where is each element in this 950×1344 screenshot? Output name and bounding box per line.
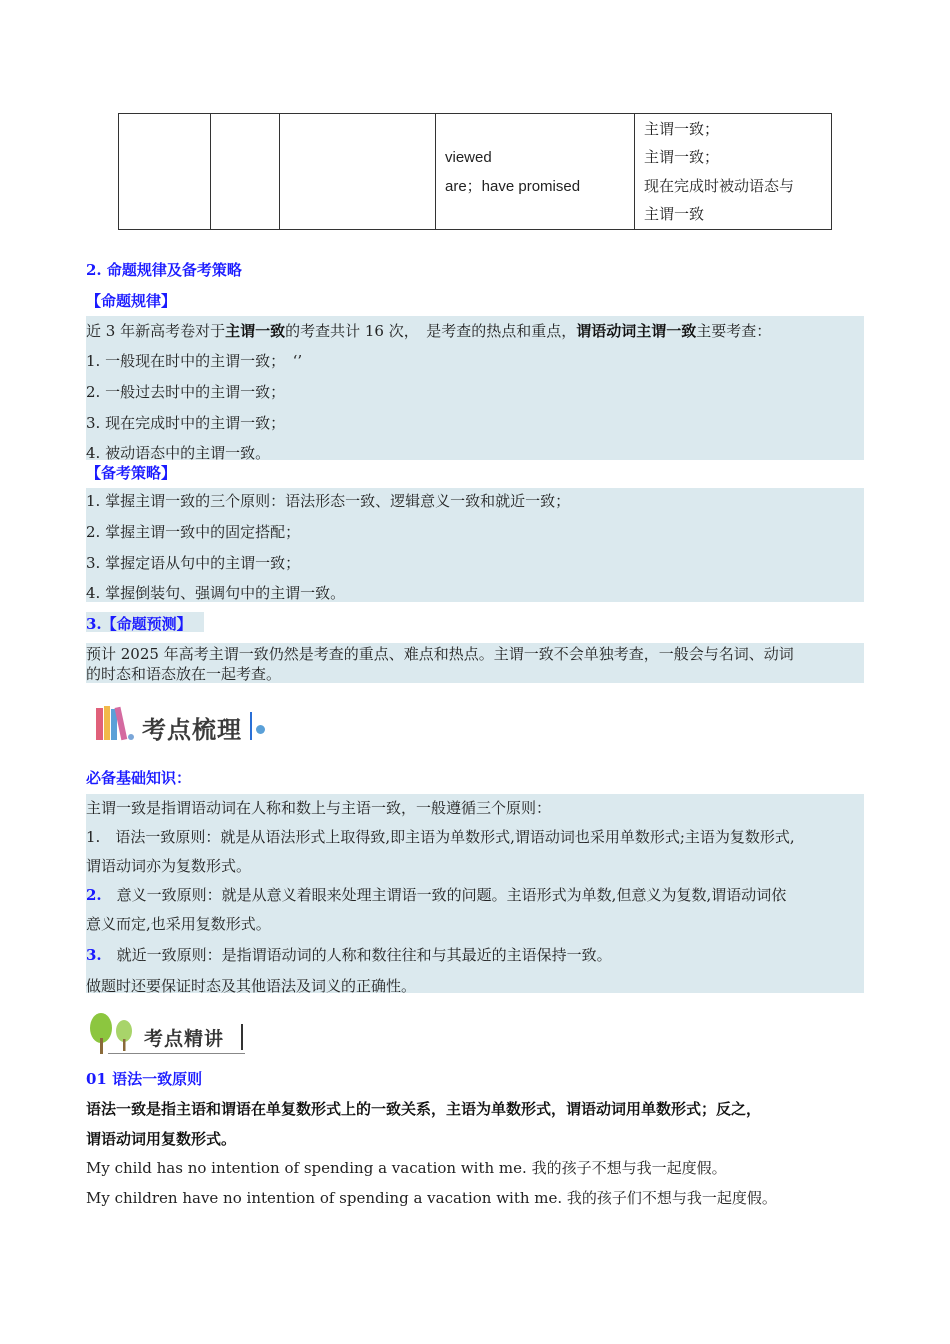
table-cell [119,114,211,230]
rule-item: 4. 被动语态中的主谓一致。 [86,444,271,462]
rule-item: 2. 一般过去时中的主谓一致； [86,383,286,401]
section01-bold: 谓语动词用复数形式。 [86,1130,237,1148]
dot-icon [256,725,265,734]
cursor-bar [241,1024,243,1050]
strategy-item: 1. 掌握主谓一致的三个原则：语法形态一致、逻辑意义一致和就近一致； [86,492,571,510]
basics-intro: 主谓一致是指谓语动词在人称和数上与主语一致，一般遵循三个原则： [86,799,552,817]
prediction-text: 预计 2025 年高考主谓一致仍然是考查的重点、难点和热点。主谓一致不会单独考查，一般会与名词、动词 [86,645,794,663]
intro-text: 主要考查： [696,322,772,340]
underline [108,1053,245,1054]
summary-table [118,113,832,230]
table-note: 现在完成时被动语态与 [644,176,795,195]
principle-2 [86,884,786,905]
rule-intro [86,320,771,341]
principle-number: 1. [86,828,101,846]
table-note: 主谓一致； [644,119,720,138]
intro-text: 近 3 年新高考卷对于 [86,322,226,340]
section-heading: 2. 命题规律及备考策略 [86,261,242,279]
example-sentence: My children have no intention of spending a vacation with me. 我的孩子们不想与我一起度假。 [86,1189,777,1207]
principle-2-cont: 意义而定,也采用复数形式。 [86,915,271,933]
basics-closing: 做题时还要保证时态及其他语法及词义的正确性。 [86,977,417,995]
example-sentence: My child has no intention of spending a vacation with me. 我的孩子不想与我一起度假。 [86,1159,727,1177]
banner-review [94,704,274,744]
books-icon [94,704,134,742]
rule-item: 3. 现在完成时中的主谓一致； [86,414,286,432]
prediction-heading: 3.【命题预测】 [86,615,192,633]
banner-explain [88,1010,248,1056]
table-cell-answers [436,114,635,230]
principle-text: 意义一致原则：就是从意义着眼来处理主谓语一致的问题。主语形式为单数,但意义为复数,谓语动词依 [101,886,787,904]
strategy-title: 【备考策略】 [86,464,177,482]
table-answer: are；have promised [445,177,581,195]
principle-number: 2. [86,886,102,904]
banner-review-label: 考点梳理 [142,716,242,744]
principle-3 [86,944,612,965]
banner-explain-label: 考点精讲 [144,1028,225,1050]
trees-icon [88,1010,136,1056]
table-cell [211,114,280,230]
strategy-item: 2. 掌握主谓一致中的固定搭配； [86,523,301,541]
table-note: 主谓一致； [644,148,720,166]
table-answer: viewed [445,148,492,166]
table-note: 主谓一致 [644,205,705,223]
cursor-bar [250,712,252,740]
rule-item: 1. 一般现在时中的主谓一致； ‘’ [86,352,303,370]
section01-bold: 语法一致是指主语和谓语在单复数形式上的一致关系，主语为单数形式，谓语动词用单数形式；反之， [86,1100,762,1118]
rule-title: 【命题规律】 [86,292,177,310]
table-cell-notes [635,114,832,230]
basics-heading: 必备基础知识： [86,769,192,787]
intro-bold: 谓语动词主谓一致 [576,322,697,340]
principle-text: 语法一致原则：就是从语法形式上取得致,即主语为单数形式,谓语动词也采用单数形式;主语为复数形式, [100,828,795,846]
section01-heading: 01 语法一致原则 [86,1070,203,1088]
principle-1-cont: 谓语动词亦为复数形式。 [86,857,252,875]
intro-text: 的考查共计 16 次， 是考查的热点和重点， [285,322,577,340]
prediction-text: 的时态和语态放在一起考查。 [86,665,282,683]
principle-text: 就近一致原则：是指谓语动词的人称和数往往和与其最近的主语保持一致。 [101,946,612,964]
strategy-item: 4. 掌握倒装句、强调句中的主谓一致。 [86,584,346,602]
table-cell [280,114,436,230]
principle-1 [86,826,795,847]
strategy-item: 3. 掌握定语从句中的主谓一致； [86,554,301,572]
intro-bold: 主谓一致 [225,322,286,340]
principle-number: 3. [86,946,102,964]
